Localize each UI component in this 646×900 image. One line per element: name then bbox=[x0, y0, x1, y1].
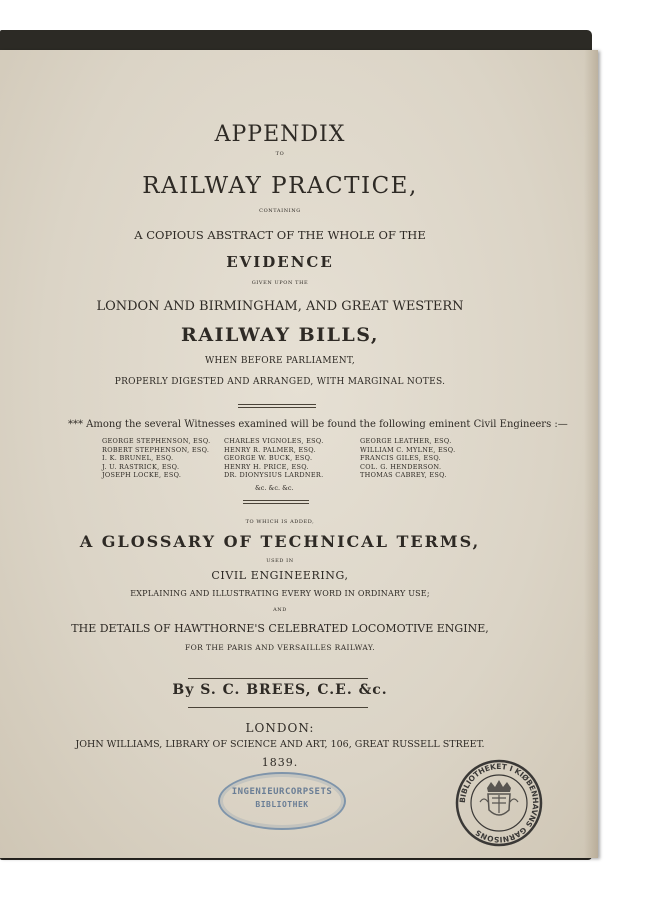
author-line: By S. C. BREES, C.E. &c. bbox=[172, 682, 388, 698]
author-rule-bottom bbox=[188, 707, 368, 708]
witness-name: DR. DIONYSIUS LARDNER. bbox=[224, 471, 324, 480]
title-appendix: APPENDIX bbox=[214, 122, 346, 147]
glossary-used-in: USED IN bbox=[266, 558, 294, 564]
title-parliament: WHEN BEFORE PARLIAMENT, bbox=[204, 356, 356, 366]
library-seal bbox=[454, 758, 544, 848]
witness-name: JOSEPH LOCKE, ESQ. bbox=[102, 471, 182, 480]
glossary-to-which: TO WHICH IS ADDED, bbox=[245, 519, 315, 525]
witness-name: GEORGE LEATHER, ESQ. bbox=[360, 437, 452, 445]
imprint-year: 1839. bbox=[261, 756, 299, 769]
title-containing: CONTAINING bbox=[259, 208, 301, 214]
title-railway-practice: RAILWAY PRACTICE, bbox=[142, 173, 418, 199]
witness-name: GEORGE W. BUCK, ESQ. bbox=[224, 454, 313, 463]
witness-name: HENRY R. PALMER, ESQ. bbox=[224, 445, 316, 454]
witness-name: THOMAS CABREY, ESQ. bbox=[360, 471, 447, 480]
witness-column-2 bbox=[224, 437, 324, 480]
witness-name: WILLIAM C. MYLNE, ESQ. bbox=[360, 445, 456, 454]
library-stamp-line1: INGENIEURCORPSETS bbox=[231, 787, 333, 797]
ornamental-rule bbox=[243, 500, 309, 504]
glossary-for: FOR THE PARIS AND VERSAILLES RAILWAY. bbox=[184, 643, 376, 652]
witness-name: COL. G. HENDERSON. bbox=[360, 462, 442, 471]
seal-text: BIBLIOTHEKET I KIØBENHAVNS GARNISONS bbox=[457, 761, 541, 845]
title-abstract: A COPIOUS ABSTRACT OF THE WHOLE OF THE bbox=[134, 228, 426, 242]
witness-name: GEORGE STEPHENSON, ESQ. bbox=[102, 437, 211, 445]
glossary-field: CIVIL ENGINEERING, bbox=[211, 569, 349, 582]
crown-crest-icon bbox=[480, 780, 518, 815]
title-railways: LONDON AND BIRMINGHAM, AND GREAT WESTERN bbox=[96, 299, 464, 314]
witnesses-etc: &c. &c. &c. bbox=[255, 484, 294, 492]
witness-name: ROBERT STEPHENSON, ESQ. bbox=[102, 445, 210, 454]
imprint-city: LONDON: bbox=[245, 721, 315, 735]
glossary-details: THE DETAILS OF HAWTHORNE'S CELEBRATED LOCOMOTIVE ENGINE, bbox=[71, 622, 489, 635]
library-stamp bbox=[218, 772, 346, 830]
author-rule-top bbox=[188, 678, 368, 679]
library-stamp-line2: BIBLIOTHEK bbox=[255, 800, 309, 809]
imprint-publisher: JOHN WILLIAMS, LIBRARY OF SCIENCE AND ART, 106, GREAT RUSSELL STREET. bbox=[75, 739, 485, 750]
witness-name: J. U. RASTRICK, ESQ. bbox=[102, 462, 180, 471]
witness-name: CHARLES VIGNOLES, ESQ. bbox=[224, 437, 324, 445]
title-to: TO bbox=[275, 151, 285, 157]
ornamental-rule bbox=[238, 404, 316, 408]
witness-name: HENRY H. PRICE, ESQ. bbox=[224, 462, 309, 471]
title-page bbox=[0, 50, 598, 858]
glossary-title: A GLOSSARY OF TECHNICAL TERMS, bbox=[79, 532, 481, 551]
title-given: GIVEN UPON THE bbox=[251, 280, 309, 286]
witnesses-intro: *** Among the several Witnesses examined will be found the following eminent Civil Engineers :— bbox=[68, 419, 568, 430]
witness-name: I. K. BRUNEL, ESQ. bbox=[102, 454, 174, 463]
witness-column-1 bbox=[102, 437, 211, 480]
witness-name: FRANCIS GILES, ESQ. bbox=[360, 454, 441, 463]
glossary-explaining: EXPLAINING AND ILLUSTRATING EVERY WORD IN ORDINARY USE; bbox=[130, 589, 430, 598]
title-evidence: EVIDENCE bbox=[226, 253, 334, 271]
title-railway-bills: RAILWAY BILLS, bbox=[181, 324, 379, 346]
title-digested: PROPERLY DIGESTED AND ARRANGED, WITH MARGINAL NOTES. bbox=[114, 377, 446, 387]
glossary-and: AND bbox=[273, 607, 287, 613]
witness-column-3 bbox=[360, 437, 455, 480]
